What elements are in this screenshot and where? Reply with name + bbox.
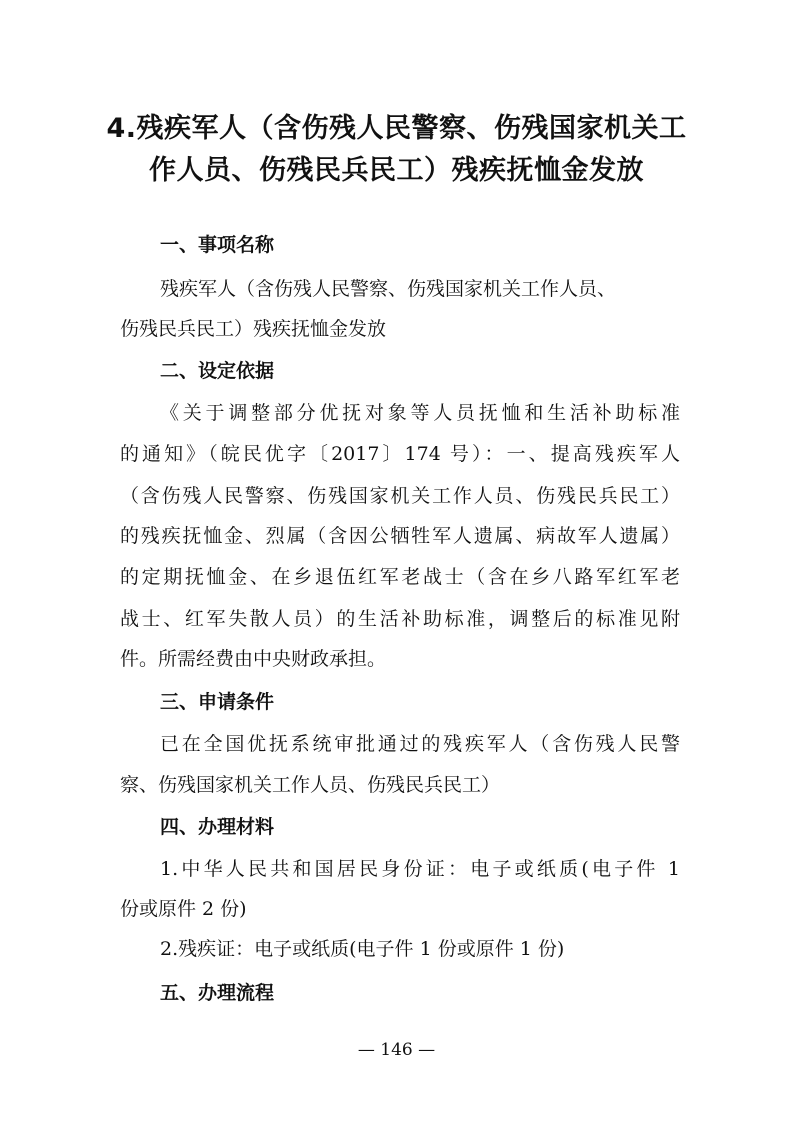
section-heading-item-name: 一、事项名称 bbox=[160, 234, 275, 256]
section-text-line: 2.残疾证：电子或纸质(电子件 1 份或原件 1 份) bbox=[160, 938, 565, 960]
page-number: — 146 — bbox=[357, 1040, 436, 1060]
section-text-line: 件。所需经费由中央财政承担。 bbox=[120, 648, 387, 670]
section-text-line: 已在全国优抚系统审批通过的残疾军人（含伤残人民警 bbox=[160, 733, 680, 755]
document-title-line-1: 4.残疾军人（含伤残人民警察、伤残国家机关工 bbox=[106, 113, 687, 144]
section-text-line: 的残疾抚恤金、烈属（含因公牺牲军人遗属、病故军人遗属） bbox=[120, 525, 680, 547]
document-title-line-2: 作人员、伤残民兵民工）残疾抚恤金发放 bbox=[149, 155, 644, 186]
section-text-line: 察、伤残国家机关工作人员、伤残民兵民工） bbox=[120, 774, 501, 796]
section-heading-process: 五、办理流程 bbox=[160, 982, 275, 1004]
section-heading-conditions: 三、申请条件 bbox=[160, 691, 275, 713]
section-heading-basis: 二、设定依据 bbox=[160, 360, 275, 382]
section-text-line: 伤残民兵民工）残疾抚恤金发放 bbox=[120, 318, 387, 340]
section-text-line: 《关于调整部分优抚对象等人员抚恤和生活补助标准 bbox=[160, 402, 680, 424]
section-text-line: 的通知》（皖民优字〔2017〕174 号）：一、提高残疾军人 bbox=[120, 443, 680, 465]
section-text-line: （含伤残人民警察、伤残国家机关工作人员、伤残民兵民工） bbox=[120, 485, 680, 507]
section-heading-materials: 四、办理材料 bbox=[160, 816, 275, 838]
section-text-line: 1.中华人民共和国居民身份证：电子或纸质(电子件 1 bbox=[160, 858, 680, 880]
section-text-line: 战士、红军失散人员）的生活补助标准，调整后的标准见附 bbox=[120, 608, 680, 630]
section-text-line: 份或原件 2 份) bbox=[120, 898, 247, 920]
section-text-line: 残疾军人（含伤残人民警察、伤残国家机关工作人员、 bbox=[160, 278, 617, 300]
section-text-line: 的定期抚恤金、在乡退伍红军老战士（含在乡八路军红军老 bbox=[120, 566, 680, 588]
